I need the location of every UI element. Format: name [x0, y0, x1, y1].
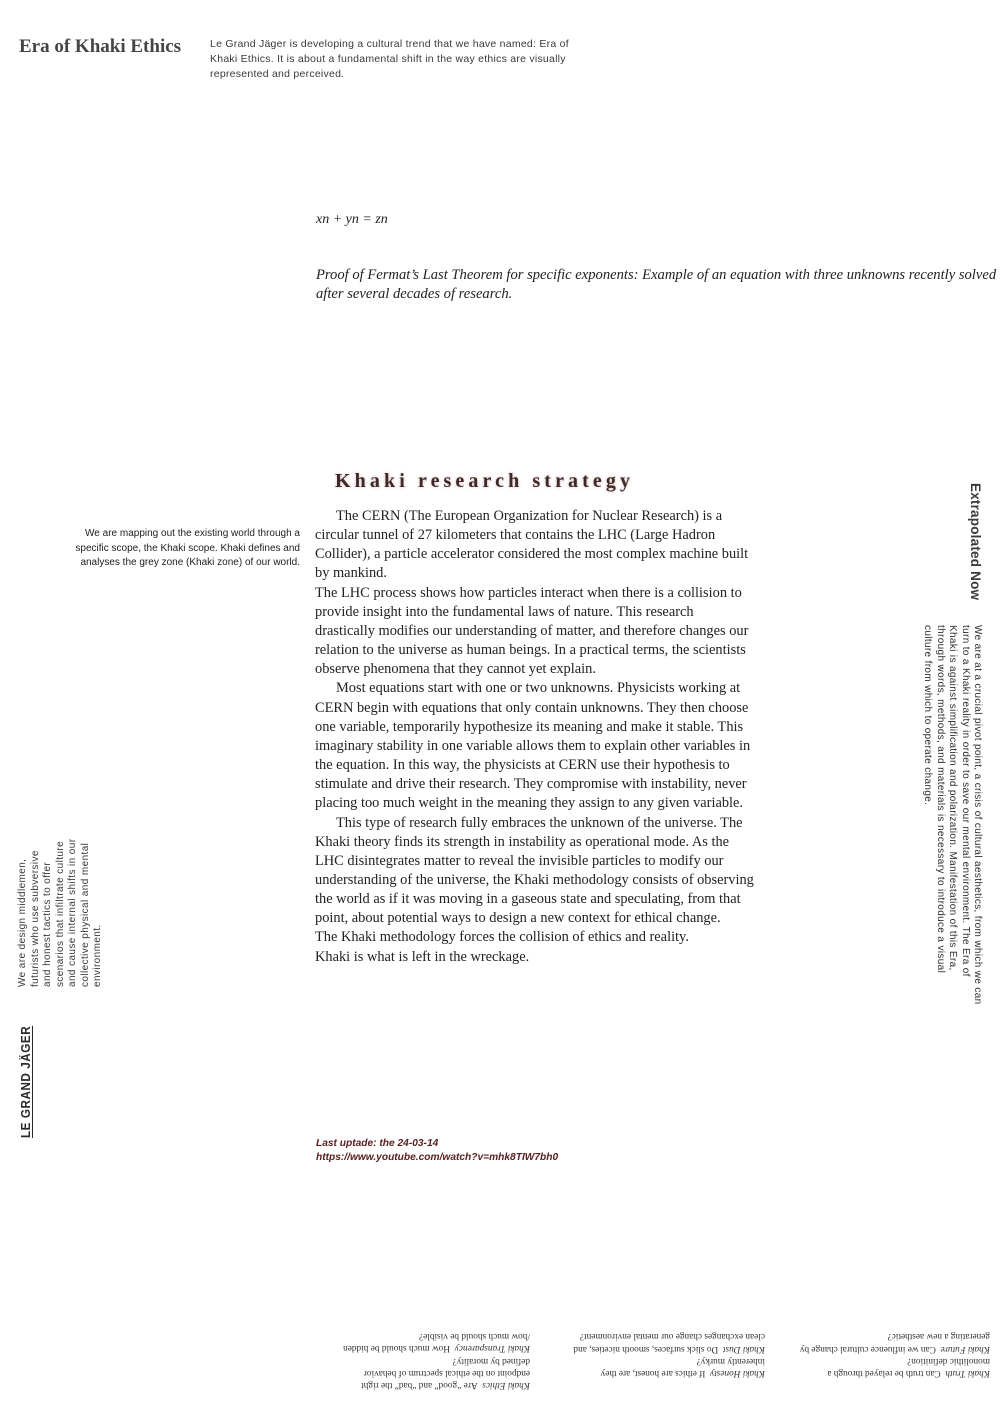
article-paragraph: The CERN (The European Organization for Nuclear Research) is a circular tunnel of 27 kilometers that contains the LHC (Large Hadron Collider), a particle accelerator considered the most complex machine built by mankind. [315, 508, 749, 582]
page-title: Era of Khaki Ethics [19, 36, 182, 57]
question-item [790, 1330, 990, 1354]
question-keyword: Khaki Dust [722, 1343, 765, 1354]
question-item [340, 1354, 530, 1391]
last-update: Last uptade: the 24-03-14 [316, 1138, 439, 1149]
question-text: Are “good” and “bad” the right endpoint on the ethical spectrum of behavior defined by morality? [361, 1355, 530, 1391]
article-paragraph: Most equations start with one or two unknowns. Physicists working at CERN begin with equations that only contain unknowns. They then choose one variable, temporarily hypothesize its meaning and make it stable. This imaginary stability in one variable allows them to explain other variables in the equation. In this way, the physicists at CERN use their hypothesis to stimulate and drive their research. They compromise with instability, never placing too much weight in the meaning they assign to any given variable. [315, 680, 751, 812]
question-keyword: Khaki Truth [945, 1367, 990, 1378]
question-item [340, 1330, 530, 1354]
question-column [790, 1330, 990, 1379]
article-paragraph: The Khaki methodology forces the collision of ethics and reality. [315, 929, 689, 946]
question-item [570, 1354, 765, 1378]
side-title: Extrapolated Now [968, 483, 983, 601]
side-text: We are at a crucial pivot point, a crisis of cultural aesthetics, from which we can turn to a Khaki reality in order to save our mental environment. The Era of Khaki is against simplification and polarization. Manifestation of this Era, through words, methods, and materials is necessary to introduce a visual culture from which to operate change. [922, 625, 983, 1005]
question-keyword: Khaki Future [940, 1343, 990, 1354]
question-column [340, 1330, 530, 1391]
article-body [315, 507, 755, 967]
article-paragraph: This type of research fully embraces the unknown of the universe. The Khaki theory finds its strength in instability as operational mode. As the LHC disintegrates matter to reveal the invisible particles to modify our understanding of the universe, the Khaki methodology consists of observing the world as if it was moving in a gaseous state and speculating, from that point, about potential ways to design a new context for ethical change. [315, 814, 754, 927]
article-title: Khaki research strategy [335, 470, 635, 492]
video-link[interactable]: https://www.youtube.com/watch?v=mhk8TIW7bh0 [316, 1152, 559, 1163]
question-keyword: Khaki Transparency [454, 1343, 530, 1354]
question-keyword: Khaki Honesty [710, 1367, 765, 1378]
question-text: Can truth be relayed through a monolithic definition? [827, 1355, 990, 1378]
article-paragraph: Khaki is what is left in the wreckage. [315, 948, 530, 965]
question-text: Can we influence cultural change by generating a new aesthetic? [799, 1331, 990, 1354]
equation-caption: Proof of Fermat’s Last Theorem for specific exponents: Example of an equation with three unknowns recently solved after several decades of research. [316, 267, 997, 302]
brand-logo: LE GRAND JÄGER [18, 1025, 33, 1138]
footer-note [316, 1137, 558, 1165]
middlemen-note: We are design middlemen, futurists who use subversive and honest tactics to offer scenarios that infiltrate culture and cause internal shifts in our collective physical and mental environment. [17, 838, 103, 987]
scope-note: We are mapping out the existing world through a specific scope, the Khaki scope. Khaki defines and analyses the grey zone (Khaki zone) of our world. [75, 528, 300, 568]
intro-text: Le Grand Jäger is developing a cultural trend that we have named: Era of Khaki Ethics. It is about a fundamental shift in the way ethics are visually represented and perceived. [210, 38, 569, 80]
question-item [570, 1330, 765, 1354]
question-keyword: Khaki Ethics [482, 1380, 530, 1391]
question-text: If ethics are honest, are they inherently murky? [600, 1355, 765, 1378]
article-paragraph: The LHC process shows how particles interact when there is a collision to provide insight into the fundamental laws of nature. This research drastically modifies our understanding of matter, and therefore changes our relation to the universe as human beings. In a practical terms, the scientists observe phenomena that they cannot yet explain. [315, 584, 749, 678]
question-text: How much should be hidden /how much should be visible? [343, 1331, 530, 1354]
question-column [570, 1330, 765, 1379]
question-item [790, 1354, 990, 1378]
fermat-equation: xn + yn = zn [316, 212, 388, 227]
question-text: Do slick surfaces, smooth niceties, and clean exchanges change our mental environment? [573, 1331, 765, 1354]
